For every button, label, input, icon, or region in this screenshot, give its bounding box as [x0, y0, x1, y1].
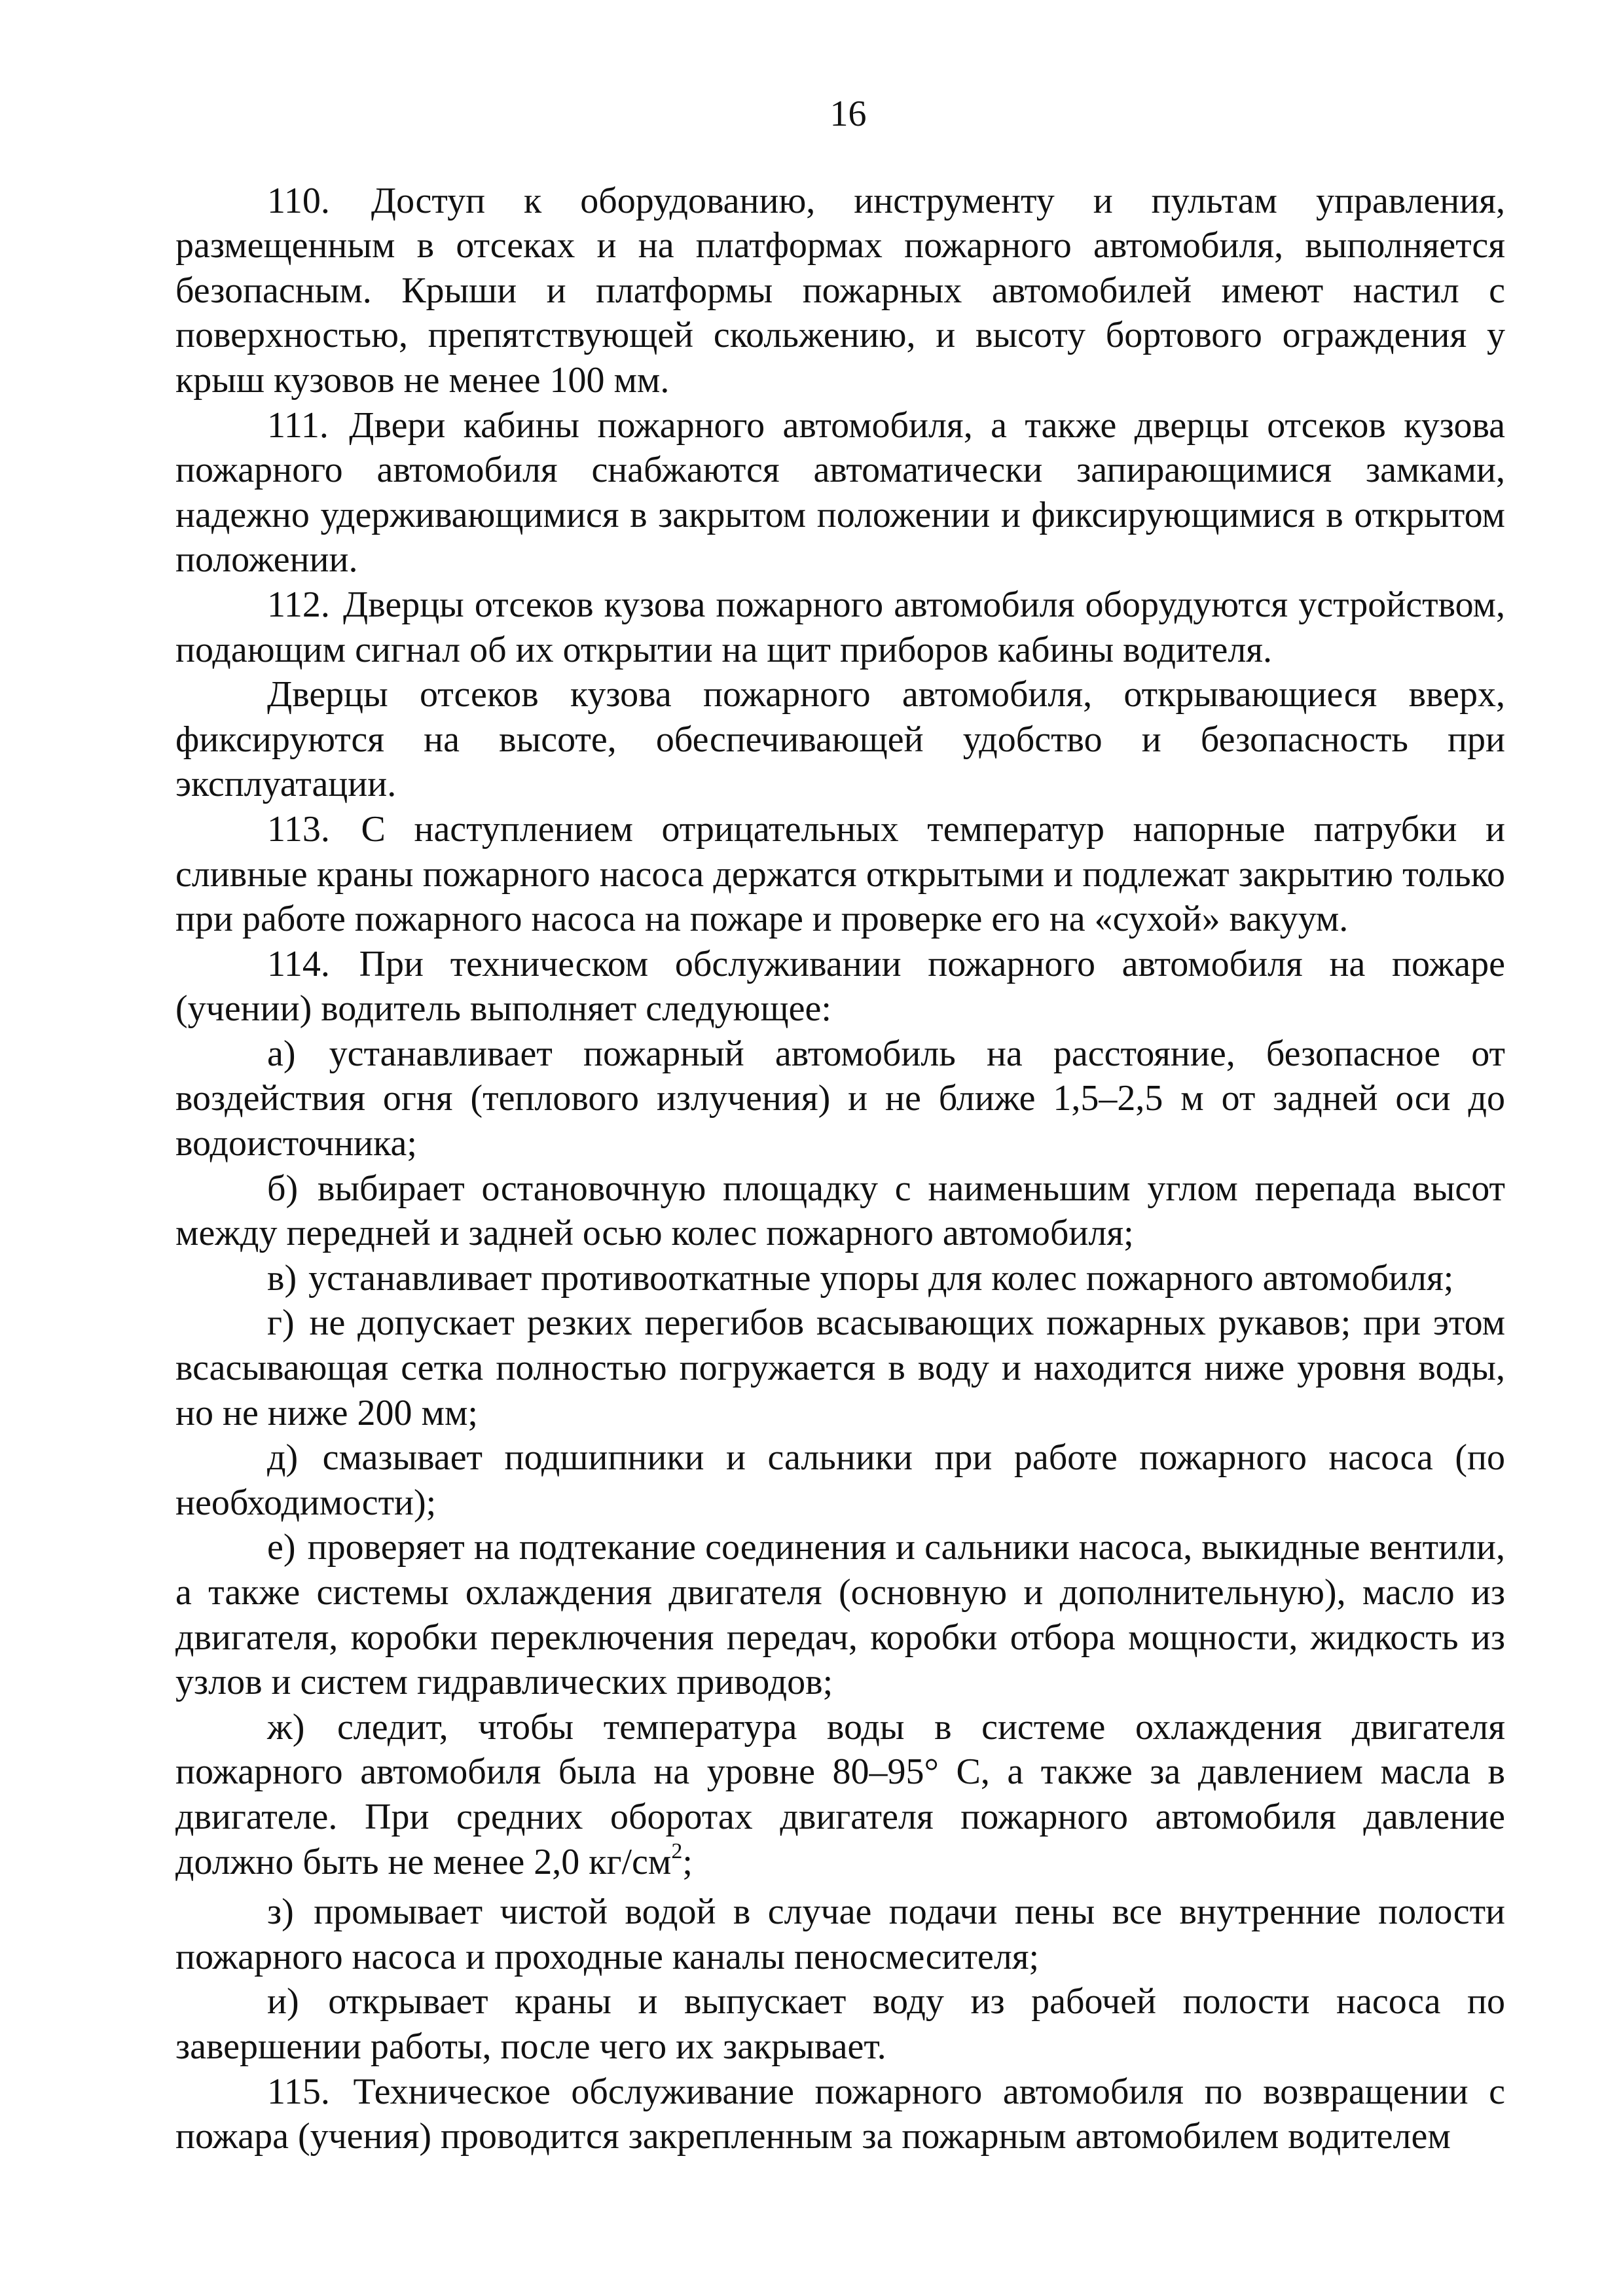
paragraph-112-continued	[175, 672, 1505, 807]
item-number: 110.	[267, 180, 330, 221]
subitem-e	[175, 1525, 1505, 1704]
item-letter: з)	[267, 1892, 294, 1933]
subitem-z	[175, 1890, 1505, 1979]
paragraph-tail: ;	[682, 1841, 693, 1882]
paragraph-text: проверяет на подтекание соединения и сальники насоса, выкидные вентили, а также системы охлаждения двигателя (основную и дополнительную), масло из двигателя, коробки переключения передач, коробки отбора мощности, жидкость из узлов и систем гидравлических приводов;	[175, 1527, 1505, 1703]
item-number: 114.	[267, 943, 330, 984]
item-letter: е)	[267, 1527, 296, 1568]
paragraph-112	[175, 583, 1505, 672]
document-page	[175, 92, 1505, 2159]
paragraph-text: При техническом обслуживании пожарного автомобиля на пожаре (учении) водитель выполняет следующее:	[175, 943, 1505, 1030]
paragraph-114	[175, 942, 1505, 1031]
paragraph-text: С наступлением отрицательных температур напорные патрубки и сливные краны пожарного насоса держатся открытыми и подлежат закрытию только при работе пожарного насоса на пожаре и проверке его на «сухой» вакуум.	[175, 808, 1506, 940]
item-letter: г)	[267, 1302, 295, 1344]
item-letter: б)	[267, 1168, 299, 1209]
paragraph-113	[175, 807, 1505, 942]
paragraph-115	[175, 2070, 1505, 2159]
item-letter: в)	[267, 1257, 297, 1299]
subitem-d	[175, 1435, 1505, 1525]
item-letter: д)	[267, 1437, 299, 1479]
paragraph-text: следит, чтобы температура воды в системе охлаждения двигателя пожарного автомобиля была на уровне 80–95° С, а также за давлением масла в двигателе. При средних оборотах двигателя пожарного автомобиля давление должно быть не менее 2,0 кг/см	[175, 1706, 1506, 1882]
subitem-g	[175, 1300, 1505, 1435]
item-letter: ж)	[267, 1706, 305, 1748]
paragraph-text: Доступ к оборудованию, инструменту и пультам управления, размещенным в отсеках и на платформах пожарного автомобиля, выполняется безопасным. Крыши и платформы пожарных автомобилей имеют настил с поверхностью, препятствующей скольжению, и высоту бортового ограждения у крыш кузовов не менее 100 мм.	[175, 180, 1505, 401]
subitem-i	[175, 1979, 1505, 2069]
subitem-zh	[175, 1705, 1505, 1890]
superscript: 2	[671, 1839, 683, 1863]
paragraph-text: Двери кабины пожарного автомобиля, а также дверцы отсеков кузова пожарного автомобиля снабжаются автоматически запирающимися замками, надежно удерживающимися в закрытом положении и фиксирующимися в открытом положении.	[175, 404, 1506, 581]
paragraph-text: Техническое обслуживание пожарного автомобиля по возвращении с пожара (учения) проводится закрепленным за пожарным автомобилем водителем	[175, 2071, 1506, 2157]
paragraph-111	[175, 403, 1505, 583]
paragraph-text: Дверцы отсеков кузова пожарного автомобиля, открывающиеся вверх, фиксируются на высоте, обеспечивающей удобство и безопасность при эксплуатации.	[175, 674, 1505, 805]
paragraph-110	[175, 179, 1505, 403]
item-number: 115.	[267, 2071, 330, 2112]
page-number: 16	[830, 94, 867, 134]
paragraph-text: устанавливает противооткатные упоры для колес пожарного автомобиля;	[308, 1257, 1454, 1299]
item-number: 112.	[267, 584, 330, 625]
paragraph-text: смазывает подшипники и сальники при работе пожарного насоса (по необходимости);	[175, 1437, 1505, 1523]
paragraph-text: открывает краны и выпускает воду из рабочей полости насоса по завершении работы, после чего их закрывает.	[175, 1981, 1506, 2067]
paragraph-text: не допускает резких перегибов всасывающих пожарных рукавов; при этом всасывающая сетка полностью погружается в воду и находится ниже уровня воды, но не ниже 200 мм;	[175, 1302, 1506, 1433]
subitem-v	[175, 1256, 1505, 1301]
paragraph-text: Дверцы отсеков кузова пожарного автомобиля оборудуются устройством, подающим сигнал об их открытии на щит приборов кабины водителя.	[175, 584, 1505, 670]
paragraph-text: выбирает остановочную площадку с наименьшим углом перепада высот между передней и задней осью колес пожарного автомобиля;	[175, 1168, 1505, 1254]
paragraph-text: промывает чистой водой в случае подачи пены все внутренние полости пожарного насоса и проходные каналы пеносмесителя;	[175, 1892, 1506, 1977]
subitem-a	[175, 1031, 1505, 1166]
item-letter: а)	[267, 1033, 296, 1074]
item-letter: и)	[267, 1981, 299, 2022]
paragraph-text: устанавливает пожарный автомобиль на расстояние, безопасное от воздействия огня (теплового излучения) и не ближе 1,5–2,5 м от задней оси до водоисточника;	[175, 1033, 1506, 1164]
subitem-b	[175, 1166, 1505, 1256]
item-number: 111.	[267, 404, 329, 446]
item-number: 113.	[267, 808, 330, 850]
